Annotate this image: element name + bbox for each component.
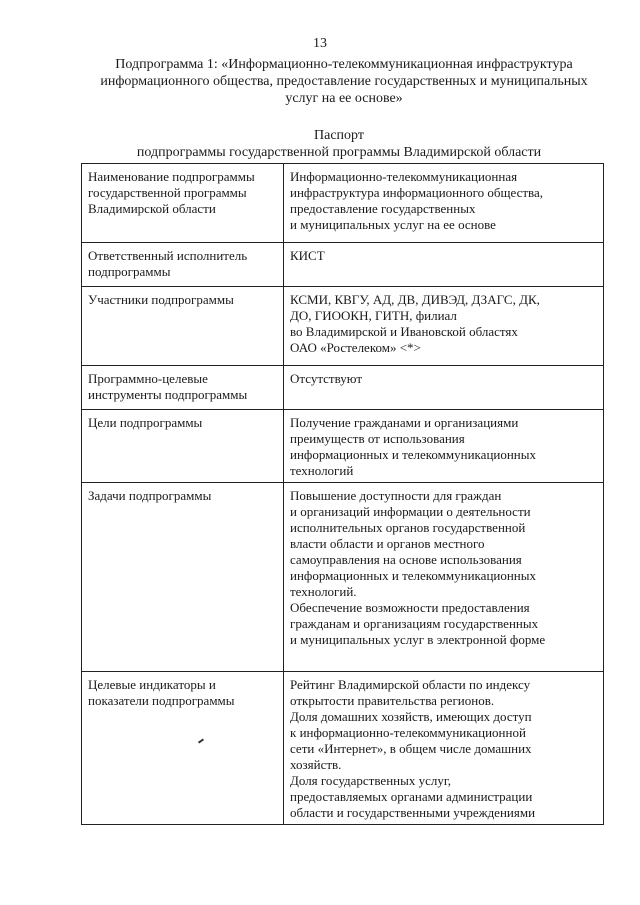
row-value-cell <box>284 410 604 483</box>
row-label-cell <box>82 164 284 243</box>
row-label-cell <box>82 243 284 287</box>
row-value-cell <box>284 483 604 672</box>
row-label-line: подпрограммы <box>88 264 171 279</box>
row-value-line: КИСТ <box>290 248 325 263</box>
row-label-cell <box>82 287 284 366</box>
row-value-line: Получение гражданами и организациями <box>290 415 519 430</box>
page-number: 13 <box>313 36 327 51</box>
row-value-line: Доля домашних хозяйств, имеющих доступ <box>290 709 532 724</box>
row-label-cell <box>82 410 284 483</box>
row-value-cell <box>284 164 604 243</box>
row-value-line: сети «Интернет», в общем числе домашних <box>290 741 532 756</box>
row-value-cell <box>284 366 604 410</box>
row-value-line: ОАО «Ростелеком» <*> <box>290 340 421 355</box>
row-label-line: показатели подпрограммы <box>88 693 235 708</box>
row-value-line: и организаций информации о деятельности <box>290 504 531 519</box>
passport-heading <box>40 127 638 161</box>
table-row <box>82 483 604 672</box>
row-value-line: инфраструктура информационного общества, <box>290 185 544 200</box>
table-row <box>82 164 604 243</box>
row-label-line: Задачи подпрограммы <box>88 488 212 503</box>
row-value-line: самоуправления на основе использования <box>290 552 522 567</box>
row-label-line: инструменты подпрограммы <box>88 387 248 402</box>
row-value-line: во Владимирской и Ивановской областях <box>290 324 518 339</box>
table-row <box>82 672 604 825</box>
row-value-cell <box>284 672 604 825</box>
row-value-line: открытости правительства регионов. <box>290 693 495 708</box>
row-value-line: и муниципальных услуг в электронной форме <box>290 632 546 647</box>
row-value-line: преимуществ от использования <box>290 431 465 446</box>
row-value-cell <box>284 243 604 287</box>
row-label-line: Наименование подпрограммы <box>88 169 255 184</box>
subprogram-title-line: услуг на ее основе» <box>285 91 403 106</box>
row-value-line: гражданам и организациям государственных <box>290 616 539 631</box>
row-value-cell <box>284 287 604 366</box>
table-row <box>82 243 604 287</box>
row-value-line: хозяйств. <box>290 757 342 772</box>
row-label-line: Цели подпрограммы <box>88 415 203 430</box>
passport-subtitle: подпрограммы государственной программы Владимирской области <box>136 145 542 160</box>
row-label-line: Ответственный исполнитель <box>88 248 248 263</box>
row-value-line: исполнительных органов государственной <box>290 520 526 535</box>
subprogram-title-line: Подпрограмма 1: «Информационно-телекоммуникационная инфраструктура <box>115 57 573 72</box>
row-value-line: ДО, ГИООКН, ГИТН, филиал <box>290 308 457 323</box>
row-value-line: и муниципальных услуг на ее основе <box>290 217 496 232</box>
row-value-line: технологий <box>290 463 354 478</box>
row-label-cell <box>82 483 284 672</box>
row-value-line: информационных и телекоммуникационных <box>290 568 537 583</box>
row-label-line: государственной программы <box>88 185 247 200</box>
passport-table <box>81 163 604 825</box>
row-label-cell <box>82 366 284 410</box>
table-row <box>82 366 604 410</box>
subprogram-title <box>70 56 618 107</box>
row-value-line: предоставление государственных <box>290 201 476 216</box>
subprogram-title-line: информационного общества, предоставление государственных и муниципальных <box>100 74 588 89</box>
table-row <box>82 287 604 366</box>
row-value-line: к информационно-телекоммуникационной <box>290 725 526 740</box>
row-value-line: предоставляемых органами администрации <box>290 789 533 804</box>
row-label-line: Участники подпрограммы <box>88 292 234 307</box>
row-label-line: Программно-целевые <box>88 371 208 386</box>
table-row <box>82 410 604 483</box>
row-value-line: Рейтинг Владимирской области по индексу <box>290 677 531 692</box>
passport-title: Паспорт <box>314 128 364 143</box>
row-value-line: Обеспечение возможности предоставления <box>290 600 530 615</box>
row-label-cell <box>82 672 284 825</box>
row-label-line: Владимирской области <box>88 201 216 216</box>
row-value-line: информационных и телекоммуникационных <box>290 447 537 462</box>
row-value-line: области и государственными учреждениями <box>290 805 536 820</box>
row-value-line: КСМИ, КВГУ, АД, ДВ, ДИВЭД, ДЗАГС, ДК, <box>290 292 540 307</box>
row-value-line: Информационно-телекоммуникационная <box>290 169 518 184</box>
row-value-line: технологий. <box>290 584 357 599</box>
row-value-line: власти области и органов местного <box>290 536 485 551</box>
row-value-line: Отсутствуют <box>290 371 363 386</box>
row-value-line: Повышение доступности для граждан <box>290 488 502 503</box>
row-value-line: Доля государственных услуг, <box>290 773 451 788</box>
row-label-line: Целевые индикаторы и <box>88 677 216 692</box>
